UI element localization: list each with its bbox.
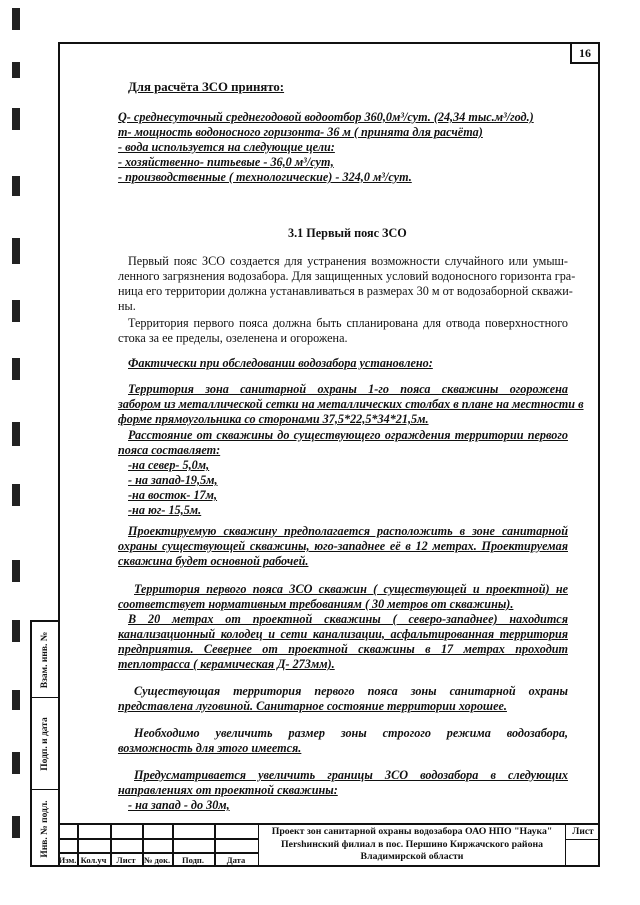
intro-line: - вода используется на следующие цели: [118, 140, 335, 154]
tb-sheet-label: Лист [566, 825, 600, 840]
findings-line: Необходимо увеличить размер зоны строгого режима водозабора, [134, 726, 568, 740]
findings-line: Расстояние от скважины до существующего ограждения территории первого [128, 428, 568, 442]
binding-cell-podp [32, 698, 58, 790]
findings-heading: Фактически при обследовании водозабора установлено: [128, 356, 433, 370]
para-line: ны. [118, 299, 136, 313]
findings-line: В 20 метрах от проектной скважины ( северо-западнее) находится [128, 612, 568, 626]
findings-line: - на запад - до 30м, [128, 798, 230, 812]
findings-line: канализационный колодец и сети канализации, асфальтированная территория [118, 627, 568, 641]
findings-line: предприятия. Севернее от проектной скважины в 17 метрах проходит [118, 642, 568, 656]
findings-line: теплотрасса ( керамическая Д- 273мм). [118, 657, 335, 671]
title-block-description [258, 825, 565, 867]
findings-line: скважина будет основной рабочей. [118, 554, 309, 568]
tb-col-list: Лист [116, 855, 136, 865]
findings-line: забором из металлической сетки на металлических столбах в плане на местности в [118, 397, 584, 411]
tb-desc-line: Проект зон санитарной охраны водозабора ОАО НПО "Наука" [271, 826, 553, 837]
section-title: 3.1 Первый пояс ЗСО [288, 226, 407, 240]
scan-edge-marks [0, 0, 30, 905]
tb-col-data: Дата [226, 855, 246, 865]
distance-item: -на юг- 15,5м. [128, 503, 202, 517]
para-line: стока за ее пределы, озеленена и огорожена. [118, 331, 348, 345]
tb-desc-line: Владимирской области [360, 851, 464, 862]
para-line: ленного загрязнения водозабора. Для защищенных условий водоносного горизонта гра- [118, 269, 576, 283]
findings-line: соответствует нормативным требованиям ( 30 метров от скважины). [118, 597, 514, 611]
binding-label-podp: Подп. и дата [40, 716, 50, 771]
tb-col-podp: Подп. [182, 855, 204, 865]
findings-line: охраны существующей скважины, юго-западнее её в 12 метрах. Проектируемая [118, 539, 568, 553]
intro-line: m- мощность водоносного горизонта- 36 м ( принята для расчёта) [118, 125, 483, 139]
title-block [58, 823, 600, 867]
title-block-sheet [565, 825, 600, 867]
intro-line: - производственные ( технологические) - 324,0 м³/сут. [118, 170, 412, 184]
intro-line: Q- среднесуточный среднегодовой водоотбор 360,0м³/сут. (24,34 тыс.м³/год.) [118, 110, 534, 124]
findings-line: Существующая территория первого пояса зоны санитарной охраны [134, 684, 568, 698]
para-line: ница его территории должна устанавливаться в размерах 30 м от водозаборной скважи- [118, 284, 573, 298]
findings-line: Территория первого пояса ЗСО скважин ( существующей и проектной) не [134, 582, 568, 596]
intro-heading: Для расчёта ЗСО принято: [128, 80, 285, 94]
tb-col-izm: Изм. [58, 855, 77, 865]
binding-label-vzam: Взам. инв. № [40, 631, 50, 688]
para-line: Первый пояс ЗСО создается для устранения возможности случайного или умыш- [128, 254, 568, 268]
intro-line: - хозяйственно- питьевые - 36,0 м³/сут, [118, 155, 334, 169]
findings-line: пояса составляет: [118, 443, 221, 457]
tb-desc-line: Пershинский филиал в пос. Першино Киржачского района [280, 838, 544, 850]
findings-line: возможность для этого имеется. [118, 741, 302, 755]
binding-label-inv: Инв. № подл. [40, 799, 50, 858]
page-number: 16 [570, 42, 600, 64]
findings-line: Территория зона санитарной охраны 1-го пояса скважины огорожена [128, 382, 568, 396]
findings-line: представлена луговиной. Санитарное состояние территории хорошее. [118, 699, 507, 713]
binding-cell-vzam [32, 622, 58, 698]
findings-line: Проектируемую скважину предполагается расположить в зоне санитарной [128, 524, 568, 538]
binding-column [30, 620, 58, 867]
findings-line: направлениях от проектной скважины: [118, 783, 338, 797]
title-block-grid [58, 825, 258, 867]
tb-col-kol: Кол.уч [80, 855, 107, 865]
distance-item: - на запад-19,5м, [128, 473, 218, 487]
findings-line: форме прямоугольника со сторонами 37,5*22,5*34*21,5м. [118, 412, 429, 426]
findings-line: Предусматривается увеличить границы ЗСО водозабора в следующих [134, 768, 568, 782]
tb-col-doc: № док. [143, 855, 171, 865]
para-line: Территория первого пояса должна быть спланирована для отвода поверхностного [128, 316, 568, 330]
binding-cell-inv [32, 790, 58, 867]
distance-item: -на восток- 17м, [128, 488, 218, 502]
distance-item: -на север- 5,0м, [128, 458, 210, 472]
